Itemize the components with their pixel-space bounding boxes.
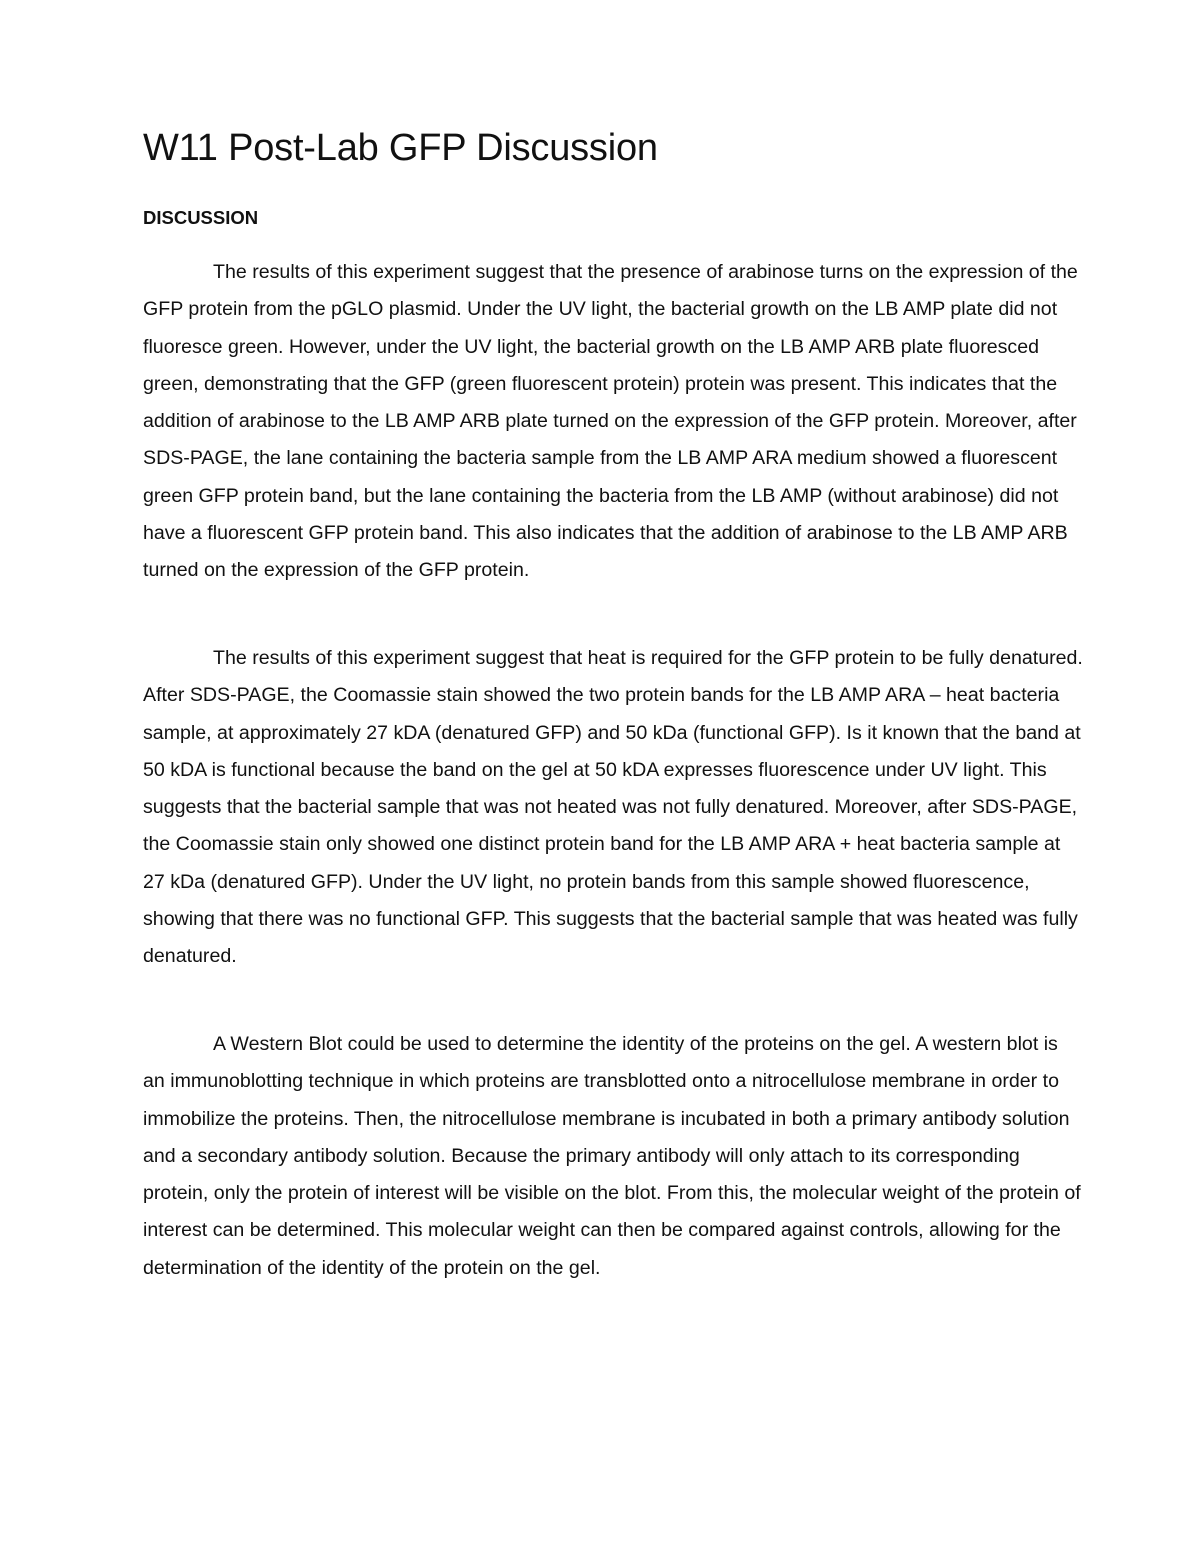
paragraph-block-2 — [143, 640, 1083, 976]
section-heading-discussion: DISCUSSION — [143, 207, 259, 228]
paragraph-heat-denaturation: The results of this experiment suggest that heat is required for the GFP protein to be fully denatured. After SDS-PAGE, the Coomassie stain showed the two protein bands for the LB AMP ARA – heat bacteria sample, at approximately 27 kDA (denatured GFP) and 50 kDa (functional GFP). Is it known that the band at 50 kDA is functional because the band on the gel at 50 kDA expresses fluorescence under UV light. This suggests that the bacterial sample that was not heated was not fully denatured. Moreover, after SDS-PAGE, the Coomassie stain only showed one distinct protein band for the LB AMP ARA + heat bacteria sample at 27 kDa (denatured GFP). Under the UV light, no protein bands from this sample showed fluorescence, showing that there was no functional GFP. This suggests that the bacterial sample that was heated was fully denatured. — [143, 647, 1083, 968]
paragraph-western-blot: A Western Blot could be used to determine the identity of the proteins on the gel. A western blot is an immunoblotting technique in which proteins are transblotted onto a nitrocellulose membrane in order to immobilize the proteins. Then, the nitrocellulose membrane is incubated in both a primary antibody solution and a secondary antibody solution. Because the primary antibody will only attach to its corresponding protein, only the protein of interest will be visible on the blot. From this, the molecular weight of the protein of interest can be determined. This molecular weight can then be compared against controls, allowing for the determination of the identity of the protein on the gel. — [143, 1033, 1081, 1279]
paragraph-block-1 — [143, 254, 1083, 590]
document-title: W11 Post-Lab GFP Discussion — [143, 127, 658, 169]
paragraph-arabinose-results: The results of this experiment suggest that the presence of arabinose turns on the expression of the GFP protein from the pGLO plasmid. Under the UV light, the bacterial growth on the LB AMP plate did not fluoresce green. However, under the UV light, the bacterial growth on the LB AMP ARB plate fluoresced green, demonstrating that the GFP (green fluorescent protein) protein was present. This indicates that the addition of arabinose to the LB AMP ARB plate turned on the expression of the GFP protein. Moreover, after SDS-PAGE, the lane containing the bacteria sample from the LB AMP ARA medium showed a fluorescent green GFP protein band, but the lane containing the bacteria from the LB AMP (without arabinose) did not have a fluorescent GFP protein band. This also indicates that the addition of arabinose to the LB AMP ARB turned on the expression of the GFP protein. — [143, 261, 1078, 582]
paragraph-block-3 — [143, 1026, 1083, 1287]
